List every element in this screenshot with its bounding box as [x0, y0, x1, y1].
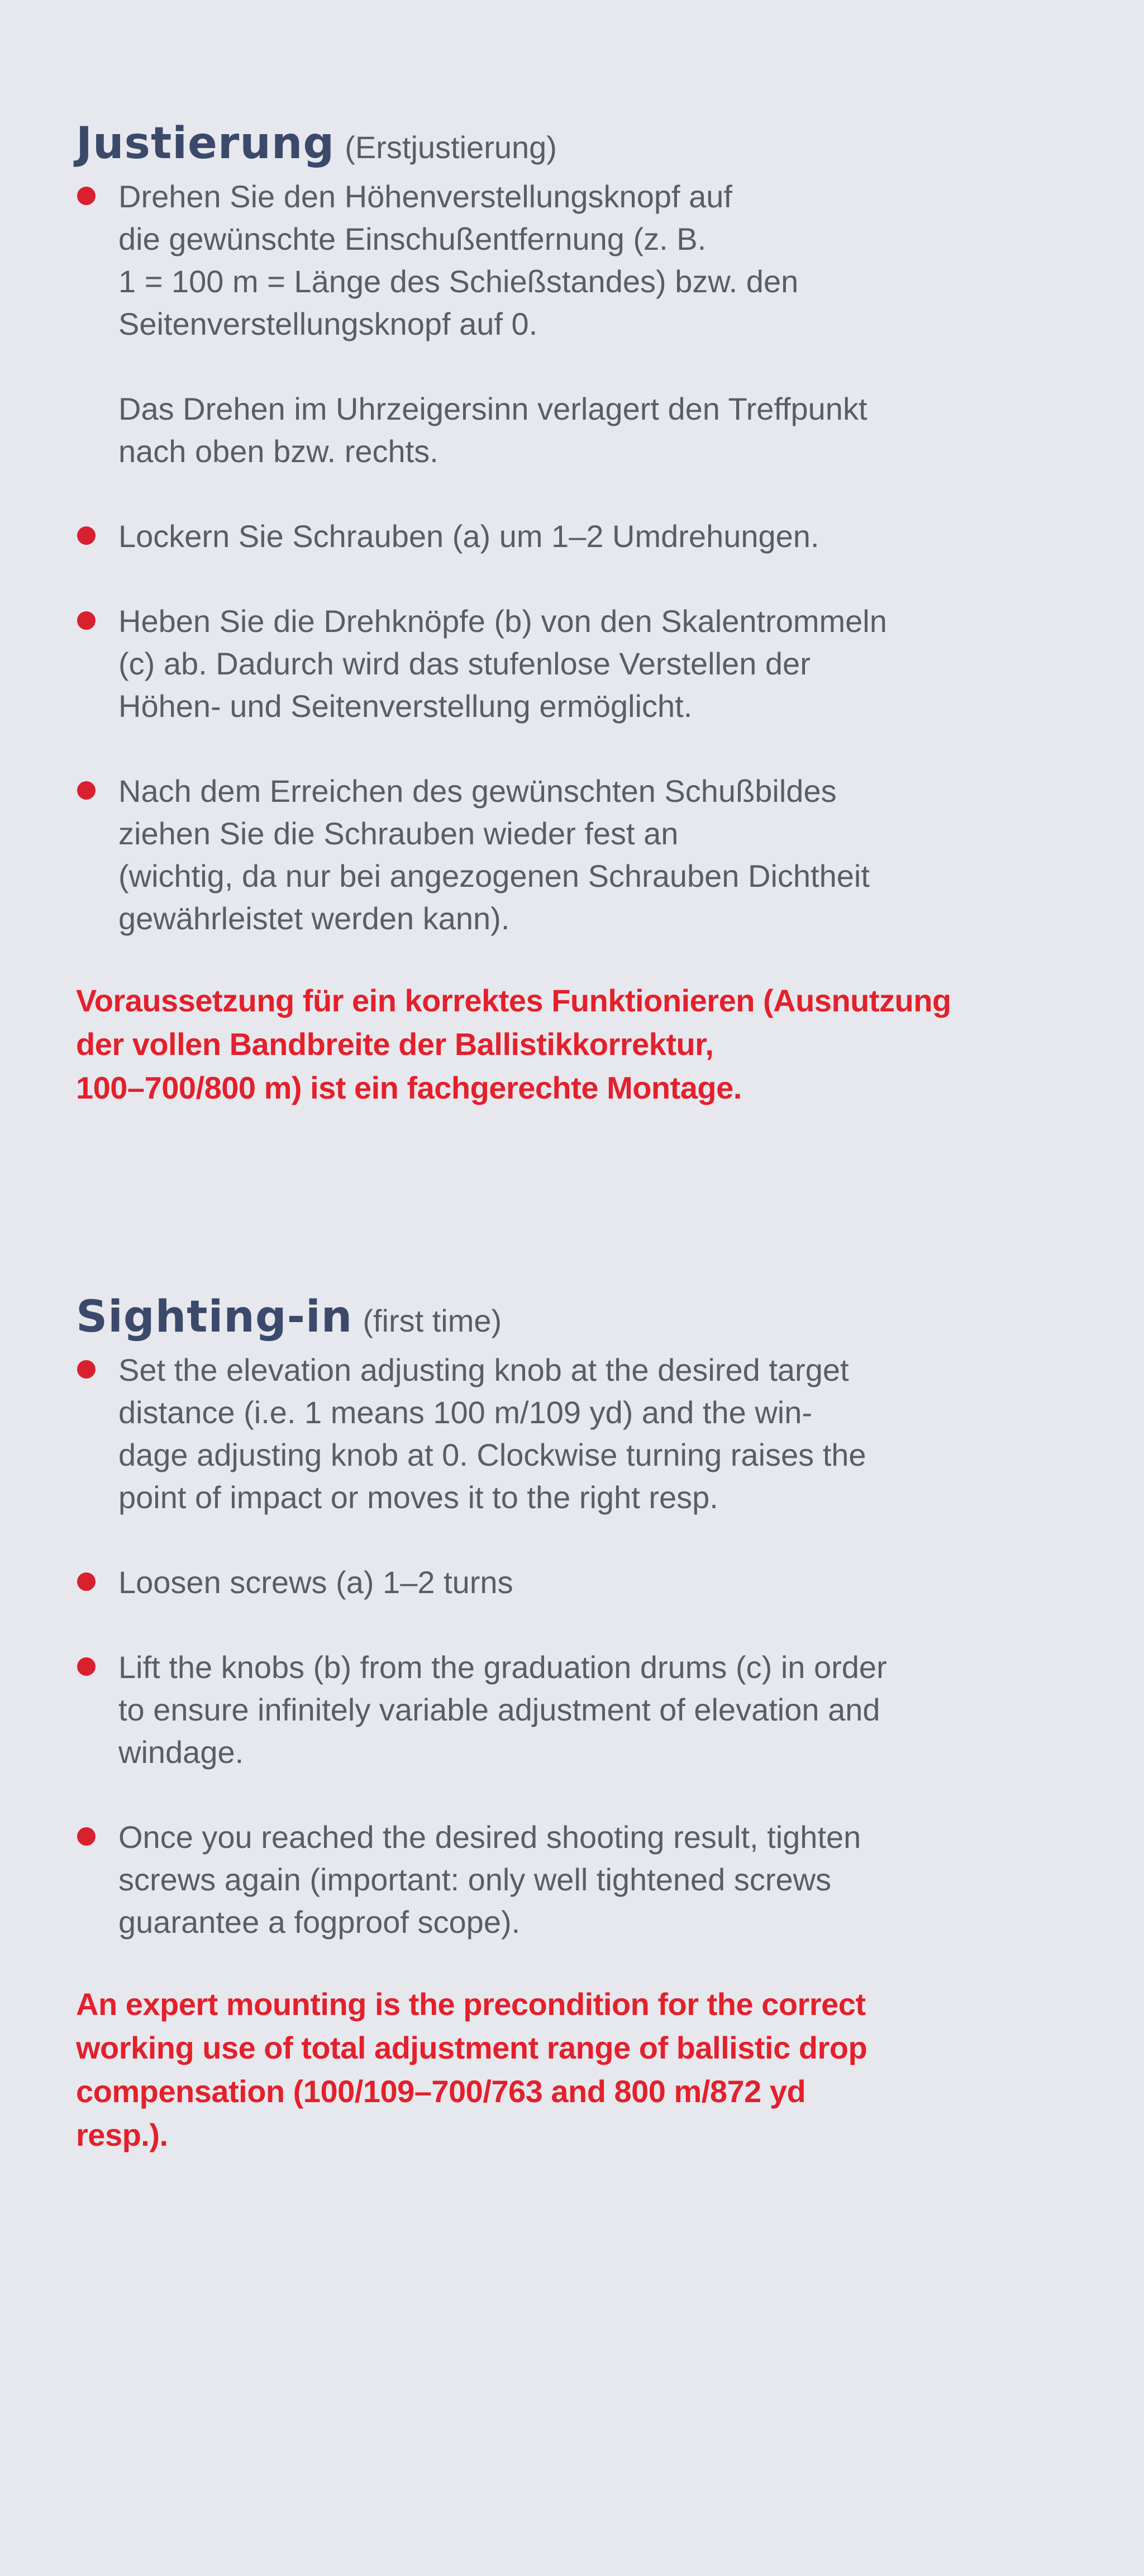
german-subtitle: (Erstjustierung) — [345, 130, 557, 165]
list-item — [76, 1561, 1059, 1604]
text-line: (wichtig, da nur bei angezogenen Schrauben Dichtheit — [118, 858, 870, 893]
list-item — [76, 1646, 1059, 1774]
text-line: Drehen Sie den Höhenverstellungsknopf auf — [118, 179, 732, 214]
text-line: Lockern Sie Schrauben (a) um 1–2 Umdrehungen. — [118, 519, 819, 554]
item-text — [118, 770, 1059, 940]
text-line: resp.). — [76, 2117, 168, 2152]
text-line: 100–700/800 m) ist ein fachgerechte Montage. — [76, 1070, 742, 1105]
text-line: Once you reached the desired shooting result, tighten — [118, 1819, 861, 1855]
item-text — [118, 1349, 1059, 1519]
text-line: Heben Sie die Drehknöpfe (b) von den Skalentrommeln — [118, 603, 887, 639]
text-line: Set the elevation adjusting knob at the desired target — [118, 1352, 849, 1387]
english-title: Sighting-in — [76, 1292, 353, 1342]
red-bullet-icon — [77, 781, 96, 800]
text-line: working use of total adjustment range of ballistic drop — [76, 2030, 867, 2065]
text-line: (c) ab. Dadurch wird das stufenlose Verstellen der — [118, 646, 811, 681]
text-line: Seitenverstellungsknopf auf 0. — [118, 306, 538, 341]
text-line: Lift the knobs (b) from the graduation drums (c) in order — [118, 1650, 887, 1685]
text-line: ziehen Sie die Schrauben wieder fest an — [118, 816, 679, 851]
item-text — [118, 515, 1059, 558]
german-title: Justierung — [76, 118, 335, 169]
text-line: compensation (100/109–700/763 and 800 m/872 yd — [76, 2074, 806, 2109]
item-text — [118, 600, 1059, 728]
text-line: screws again (important: only well tightened screws — [118, 1862, 832, 1897]
text-line: 1 = 100 m = Länge des Schießstandes) bzw. den — [118, 264, 799, 299]
text-line: Nach dem Erreichen des gewünschten Schußbildes — [118, 773, 837, 809]
english-warning-note — [76, 1983, 1059, 2157]
text-line: Höhen- und Seitenverstellung ermöglicht. — [118, 688, 693, 724]
red-bullet-icon — [77, 1572, 96, 1591]
list-item — [76, 600, 1059, 728]
red-bullet-icon — [77, 526, 96, 545]
text-line: Das Drehen im Uhrzeigersinn verlagert den Treffpunkt — [118, 391, 867, 426]
english-instruction-list — [76, 1349, 1059, 1943]
text-line: dage adjusting knob at 0. Clockwise turning raises the — [118, 1437, 866, 1472]
list-item — [76, 175, 1059, 473]
english-heading — [76, 1292, 1059, 1342]
text-line: nach oben bzw. rechts. — [118, 434, 438, 469]
item-text — [118, 1561, 1059, 1604]
red-bullet-icon — [77, 1657, 96, 1676]
text-line: der vollen Bandbreite der Ballistikkorrektur, — [76, 1026, 714, 1062]
list-item — [76, 1816, 1059, 1943]
text-line: windage. — [118, 1734, 244, 1770]
list-item — [76, 515, 1059, 558]
list-item — [76, 770, 1059, 940]
english-subtitle: (first time) — [363, 1303, 502, 1338]
red-bullet-icon — [77, 1827, 96, 1846]
list-item — [76, 1349, 1059, 1519]
english-section — [76, 1292, 1059, 2157]
text-line: An expert mounting is the precondition for the correct — [76, 1986, 866, 2022]
text-line: distance (i.e. 1 means 100 m/109 yd) and the win- — [118, 1395, 813, 1430]
german-heading — [76, 118, 1059, 169]
item-text — [118, 1816, 1059, 1943]
red-bullet-icon — [77, 1360, 96, 1379]
text-line: to ensure infinitely variable adjustment of elevation and — [118, 1692, 880, 1727]
german-instruction-list — [76, 175, 1059, 940]
text-line: gewährleistet werden kann). — [118, 901, 510, 936]
text-line: die gewünschte Einschußentfernung (z. B. — [118, 221, 707, 256]
red-bullet-icon — [77, 611, 96, 630]
text-line: guarantee a fogproof scope). — [118, 1904, 521, 1940]
german-section — [76, 118, 1059, 1110]
text-line: Voraussetzung für ein korrektes Funktionieren (Ausnutzung — [76, 983, 951, 1018]
red-bullet-icon — [77, 187, 96, 205]
text-line: Loosen screws (a) 1–2 turns — [118, 1565, 513, 1600]
item-note — [118, 388, 1059, 473]
item-text — [118, 1646, 1059, 1774]
item-text — [118, 175, 1059, 345]
german-warning-note — [76, 979, 1059, 1110]
text-line: point of impact or moves it to the right resp. — [118, 1480, 718, 1515]
